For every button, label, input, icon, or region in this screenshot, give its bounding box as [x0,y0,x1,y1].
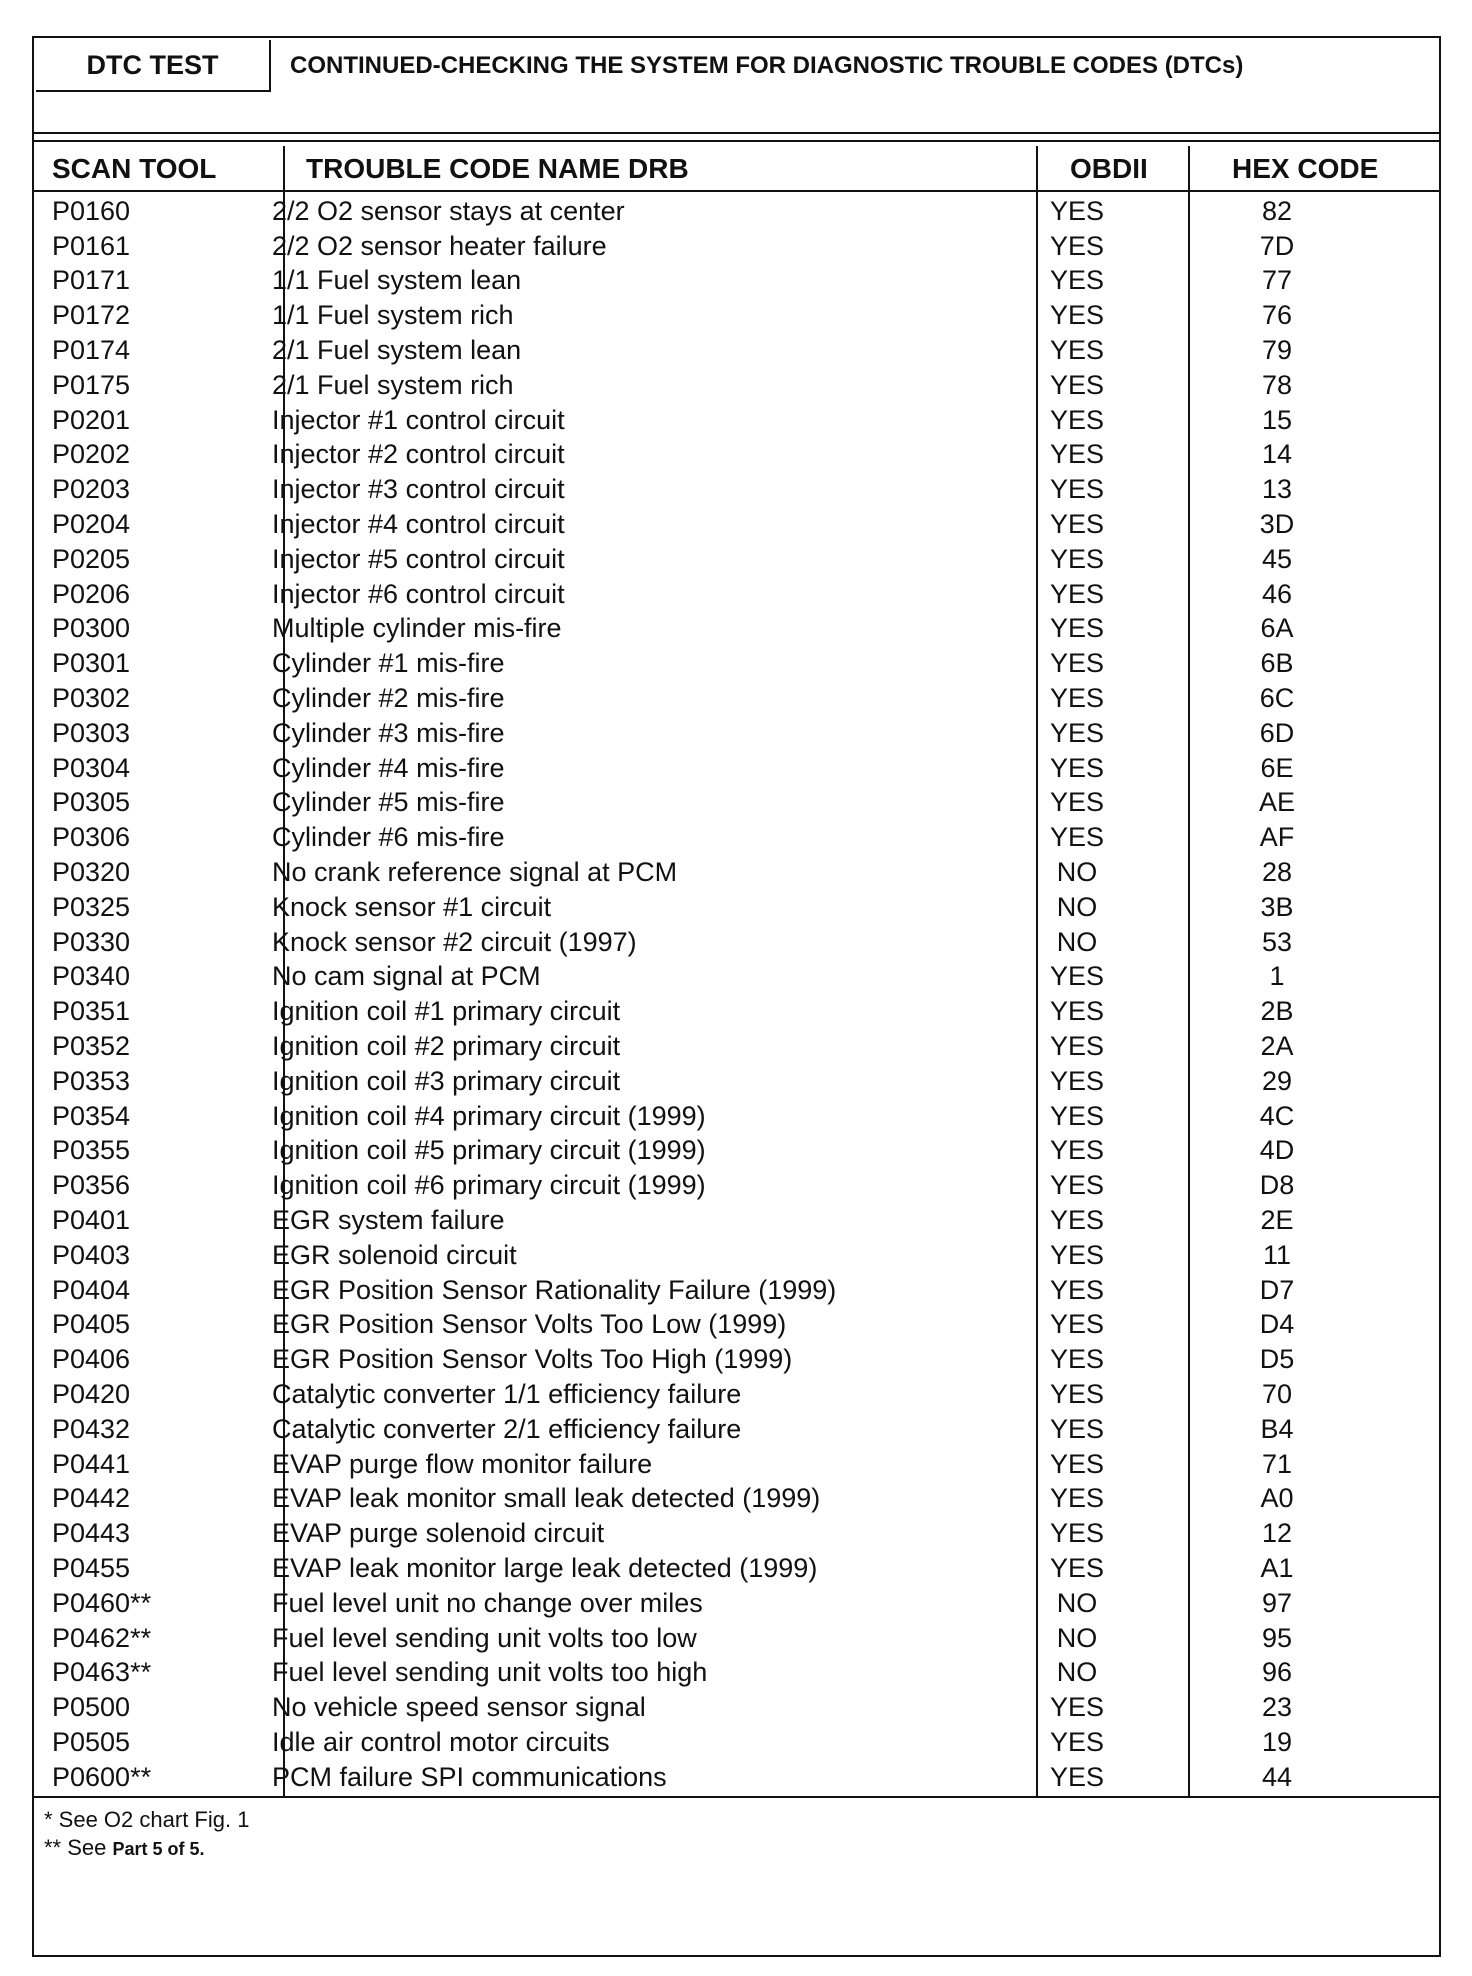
row-name: EGR Position Sensor Rationality Failure (1999) [272,1274,837,1305]
table-row [34,1064,1439,1099]
dtc-test-label: DTC TEST [36,40,271,92]
header-divider-top [34,132,1439,134]
page-title: CONTINUED-CHECKING THE SYSTEM FOR DIAGNOSTIC TROUBLE CODES (DTCs) [290,52,1244,79]
row-code: P0351 [52,996,131,1027]
row-hex: 6B [1260,648,1294,679]
row-name: EGR system failure [272,1205,505,1235]
row-hex: 13 [1261,474,1293,505]
row-obd: YES [1049,1552,1105,1583]
row-obd: YES [1049,300,1105,331]
row-code: P0306 [52,822,131,853]
row-obd: YES [1049,787,1105,818]
row-obd: YES [1049,578,1105,609]
row-hex: 82 [1261,195,1293,226]
row-obd: YES [1049,1413,1105,1444]
row-code: P0160 [52,195,131,226]
row-code: P0352 [52,1031,131,1062]
row-hex: D5 [1259,1344,1295,1375]
row-name: Catalytic converter 1/1 efficiency failure [272,1378,742,1409]
table-row [34,542,1439,577]
row-name: Cylinder #3 mis-fire [272,717,505,748]
row-obd: YES [1049,996,1105,1027]
row-name: Fuel level unit no change over miles [272,1587,703,1618]
table-row [34,1238,1439,1273]
footnotes [44,1806,249,1863]
row-name: Cylinder #6 mis-fire [272,822,505,853]
row-name: 2/2 O2 sensor heater failure [272,230,607,261]
row-hex: 12 [1261,1518,1293,1549]
row-name: No cam signal at PCM [272,961,541,992]
table-row [34,890,1439,925]
row-code: P0405 [52,1309,131,1340]
table-row [34,577,1439,612]
row-name: EVAP leak monitor large leak detected (1999) [272,1552,818,1583]
table-row [34,716,1439,751]
row-code: P0205 [52,543,131,574]
row-code: P0203 [52,474,131,505]
table-row [34,1586,1439,1621]
row-obd: YES [1049,1483,1105,1514]
row-code: P0301 [52,648,131,679]
row-code: P0420 [52,1378,131,1409]
row-hex: 2B [1260,996,1294,1027]
row-hex: 1 [1269,961,1285,992]
row-obd: YES [1049,1239,1105,1270]
table-row [34,1029,1439,1064]
row-code: P0443 [52,1518,131,1549]
row-name: EVAP purge solenoid circuit [272,1518,605,1549]
table-row [34,1760,1439,1795]
row-hex: 23 [1261,1692,1293,1723]
row-hex: 14 [1261,439,1293,470]
row-obd: YES [1049,822,1105,853]
row-name: Ignition coil #4 primary circuit (1999) [272,1100,706,1131]
row-code: P0340 [52,961,131,992]
row-name: Injector #4 control circuit [272,509,565,540]
row-code: P0320 [52,857,131,888]
row-obd: YES [1049,1448,1105,1479]
row-obd: YES [1049,683,1105,714]
table-row [34,1412,1439,1447]
table-row [34,1655,1439,1690]
row-code: P0505 [52,1726,131,1757]
row-code: P0500 [52,1692,131,1723]
row-obd: YES [1049,265,1105,296]
row-code: P0202 [52,439,131,470]
row-name: 1/1 Fuel system lean [272,265,522,296]
table-row [34,403,1439,438]
row-code: P0206 [52,578,131,609]
row-hex: 6C [1259,683,1295,714]
table-row [34,264,1439,299]
row-name: Idle air control motor circuits [272,1726,610,1757]
row-obd: YES [1049,1692,1105,1723]
table-row [34,1377,1439,1412]
table-row [34,1134,1439,1169]
row-obd: NO [1056,926,1098,957]
row-name: Cylinder #1 mis-fire [272,648,505,679]
row-hex: 7D [1259,230,1295,261]
row-name: Knock sensor #2 circuit (1997) [272,926,637,957]
row-obd: YES [1049,195,1105,226]
row-name: Ignition coil #3 primary circuit [272,1065,621,1096]
row-code: P0600** [52,1761,152,1792]
row-hex: 19 [1261,1726,1293,1757]
column-header-scan-tool: SCAN TOOL [52,153,217,184]
row-obd: YES [1049,1135,1105,1166]
table-row [34,681,1439,716]
table-row [34,1481,1439,1516]
row-name: Cylinder #5 mis-fire [272,787,505,818]
row-name: Ignition coil #5 primary circuit (1999) [272,1135,706,1166]
table-row [34,1551,1439,1586]
row-hex: 28 [1261,857,1293,888]
row-hex: 6D [1259,717,1295,748]
row-obd: YES [1049,230,1105,261]
table-row [34,229,1439,264]
row-name: EGR solenoid circuit [272,1239,517,1270]
row-hex: D4 [1259,1309,1295,1340]
table-row [34,1308,1439,1343]
footnote-2-suffix: Part 5 of 5. [112,1839,205,1859]
row-obd: YES [1049,1031,1105,1062]
row-hex: 77 [1261,265,1293,296]
row-hex: 6A [1260,613,1294,644]
row-obd: YES [1049,1309,1105,1340]
row-obd: YES [1049,717,1105,748]
row-hex: 4D [1259,1135,1295,1166]
row-obd: YES [1049,1518,1105,1549]
footnote-2-prefix: ** See [44,1835,107,1860]
row-obd: YES [1049,752,1105,783]
footnote-1: * See O2 chart Fig. 1 [44,1807,250,1832]
row-obd: NO [1056,1622,1098,1653]
column-header-obd: OBDII [1070,153,1148,184]
table-row [34,1690,1439,1725]
row-code: P0172 [52,300,131,331]
table-row [34,1516,1439,1551]
row-hex: 45 [1261,543,1293,574]
row-hex: B4 [1260,1413,1294,1444]
column-header-name: TROUBLE CODE NAME DRB [306,153,689,184]
row-code: P0406 [52,1344,131,1375]
header-divider-bottom [34,140,1439,142]
row-name: Cylinder #4 mis-fire [272,752,505,783]
row-code: P0305 [52,787,131,818]
row-code: P0455 [52,1552,131,1583]
table-row [34,786,1439,821]
row-obd: YES [1049,1205,1105,1235]
row-hex: A1 [1260,1552,1294,1583]
row-code: P0171 [52,265,131,296]
row-name: Ignition coil #1 primary circuit [272,996,621,1027]
row-obd: YES [1049,961,1105,992]
table-row [34,1099,1439,1134]
row-name: 2/2 O2 sensor stays at center [272,195,625,226]
table-row [34,1725,1439,1760]
table-row [34,298,1439,333]
table-row [34,507,1439,542]
row-hex: 44 [1261,1761,1293,1792]
row-obd: NO [1056,1657,1098,1688]
table-row [34,194,1439,229]
row-name: Fuel level sending unit volts too high [272,1657,708,1688]
row-code: P0325 [52,891,131,922]
row-code: P0161 [52,230,131,261]
row-hex: 4C [1259,1100,1295,1131]
row-obd: YES [1049,509,1105,540]
row-hex: 2A [1260,1031,1294,1062]
row-name: 1/1 Fuel system rich [272,300,514,331]
row-code: P0354 [52,1100,131,1131]
table-row [34,1168,1439,1203]
row-obd: YES [1049,1378,1105,1409]
table-row [34,1203,1439,1238]
row-obd: YES [1049,439,1105,470]
row-hex: 2E [1260,1205,1294,1235]
row-name: EGR Position Sensor Volts Too High (1999) [272,1344,793,1375]
row-name: PCM failure SPI communications [272,1761,667,1792]
row-obd: YES [1049,1065,1105,1096]
row-obd: YES [1049,1100,1105,1131]
table-row [34,1447,1439,1482]
row-hex: 46 [1261,578,1293,609]
table-row [34,960,1439,995]
dtc-table-body [34,194,1439,1795]
table-row [34,368,1439,403]
row-code: P0441 [52,1448,131,1479]
table-row [34,925,1439,960]
row-hex: 95 [1261,1622,1293,1653]
row-name: Injector #3 control circuit [272,474,565,505]
table-row [34,333,1439,368]
row-obd: NO [1056,857,1098,888]
row-name: Ignition coil #6 primary circuit (1999) [272,1170,706,1201]
row-name: 2/1 Fuel system rich [272,369,514,400]
row-code: P0175 [52,369,131,400]
row-code: P0330 [52,926,131,957]
row-name: 2/1 Fuel system lean [272,335,522,366]
row-name: Injector #2 control circuit [272,439,565,470]
row-obd: YES [1049,369,1105,400]
row-hex: AE [1258,787,1296,818]
row-hex: 79 [1261,335,1293,366]
row-code: P0404 [52,1274,131,1305]
table-row [34,612,1439,647]
row-hex: 71 [1261,1448,1293,1479]
column-header-divider [34,190,1439,192]
row-name: Knock sensor #1 circuit [272,891,552,922]
row-name: No crank reference signal at PCM [272,857,678,888]
row-code: P0463** [52,1657,152,1688]
row-obd: YES [1049,613,1105,644]
row-obd: YES [1049,404,1105,435]
table-row [34,751,1439,786]
row-code: P0303 [52,717,131,748]
row-code: P0462** [52,1622,152,1653]
row-code: P0460** [52,1587,152,1618]
row-code: P0401 [52,1205,131,1235]
row-name: No vehicle speed sensor signal [272,1692,646,1723]
row-code: P0300 [52,613,131,644]
table-row [34,855,1439,890]
row-hex: 3D [1259,509,1295,540]
row-name: Fuel level sending unit volts too low [272,1622,697,1653]
row-hex: 29 [1261,1065,1293,1096]
table-row [34,1621,1439,1656]
row-hex: AF [1259,822,1295,853]
row-hex: D7 [1259,1274,1295,1305]
row-code: P0302 [52,683,131,714]
row-obd: NO [1056,1587,1098,1618]
row-name: Injector #5 control circuit [272,543,565,574]
row-name: Cylinder #2 mis-fire [272,683,505,714]
row-hex: 78 [1261,369,1293,400]
row-obd: NO [1056,891,1098,922]
row-hex: D8 [1259,1170,1295,1201]
row-obd: YES [1049,543,1105,574]
table-row [34,472,1439,507]
row-code: P0174 [52,335,131,366]
row-obd: YES [1049,1761,1105,1792]
row-obd: YES [1049,474,1105,505]
row-hex: 97 [1261,1587,1293,1618]
row-code: P0353 [52,1065,131,1096]
row-obd: YES [1049,648,1105,679]
row-name: EGR Position Sensor Volts Too Low (1999) [272,1309,787,1340]
row-hex: 96 [1261,1657,1293,1688]
table-row [34,646,1439,681]
row-code: P0304 [52,752,131,783]
row-code: P0204 [52,509,131,540]
row-obd: YES [1049,335,1105,366]
row-hex: 70 [1261,1378,1293,1409]
row-code: P0442 [52,1483,131,1514]
table-row [34,994,1439,1029]
row-hex: 53 [1261,926,1293,957]
row-name: Injector #1 control circuit [272,404,565,435]
row-name: Multiple cylinder mis-fire [272,613,562,644]
table-bottom-divider [34,1796,1439,1798]
table-row [34,820,1439,855]
row-obd: YES [1049,1170,1105,1201]
row-name: Ignition coil #2 primary circuit [272,1031,621,1062]
row-name: Catalytic converter 2/1 efficiency failure [272,1413,742,1444]
row-code: P0403 [52,1239,131,1270]
row-name: Injector #6 control circuit [272,578,565,609]
row-code: P0201 [52,404,131,435]
row-obd: YES [1049,1344,1105,1375]
table-row [34,1342,1439,1377]
row-hex: 3B [1260,891,1294,922]
row-name: EVAP leak monitor small leak detected (1999) [272,1483,821,1514]
row-hex: 11 [1262,1239,1292,1270]
row-obd: YES [1049,1274,1105,1305]
row-hex: 76 [1261,300,1293,331]
row-code: P0355 [52,1135,131,1166]
row-obd: YES [1049,1726,1105,1757]
footnote-2 [44,1834,249,1863]
table-row [34,438,1439,473]
row-name: EVAP purge flow monitor failure [272,1448,653,1479]
table-row [34,1273,1439,1308]
row-hex: A0 [1260,1483,1294,1514]
column-header-hex: HEX CODE [1232,153,1379,184]
row-code: P0432 [52,1413,131,1444]
row-hex: 6E [1260,752,1294,783]
row-code: P0356 [52,1170,131,1201]
row-hex: 15 [1261,404,1293,435]
